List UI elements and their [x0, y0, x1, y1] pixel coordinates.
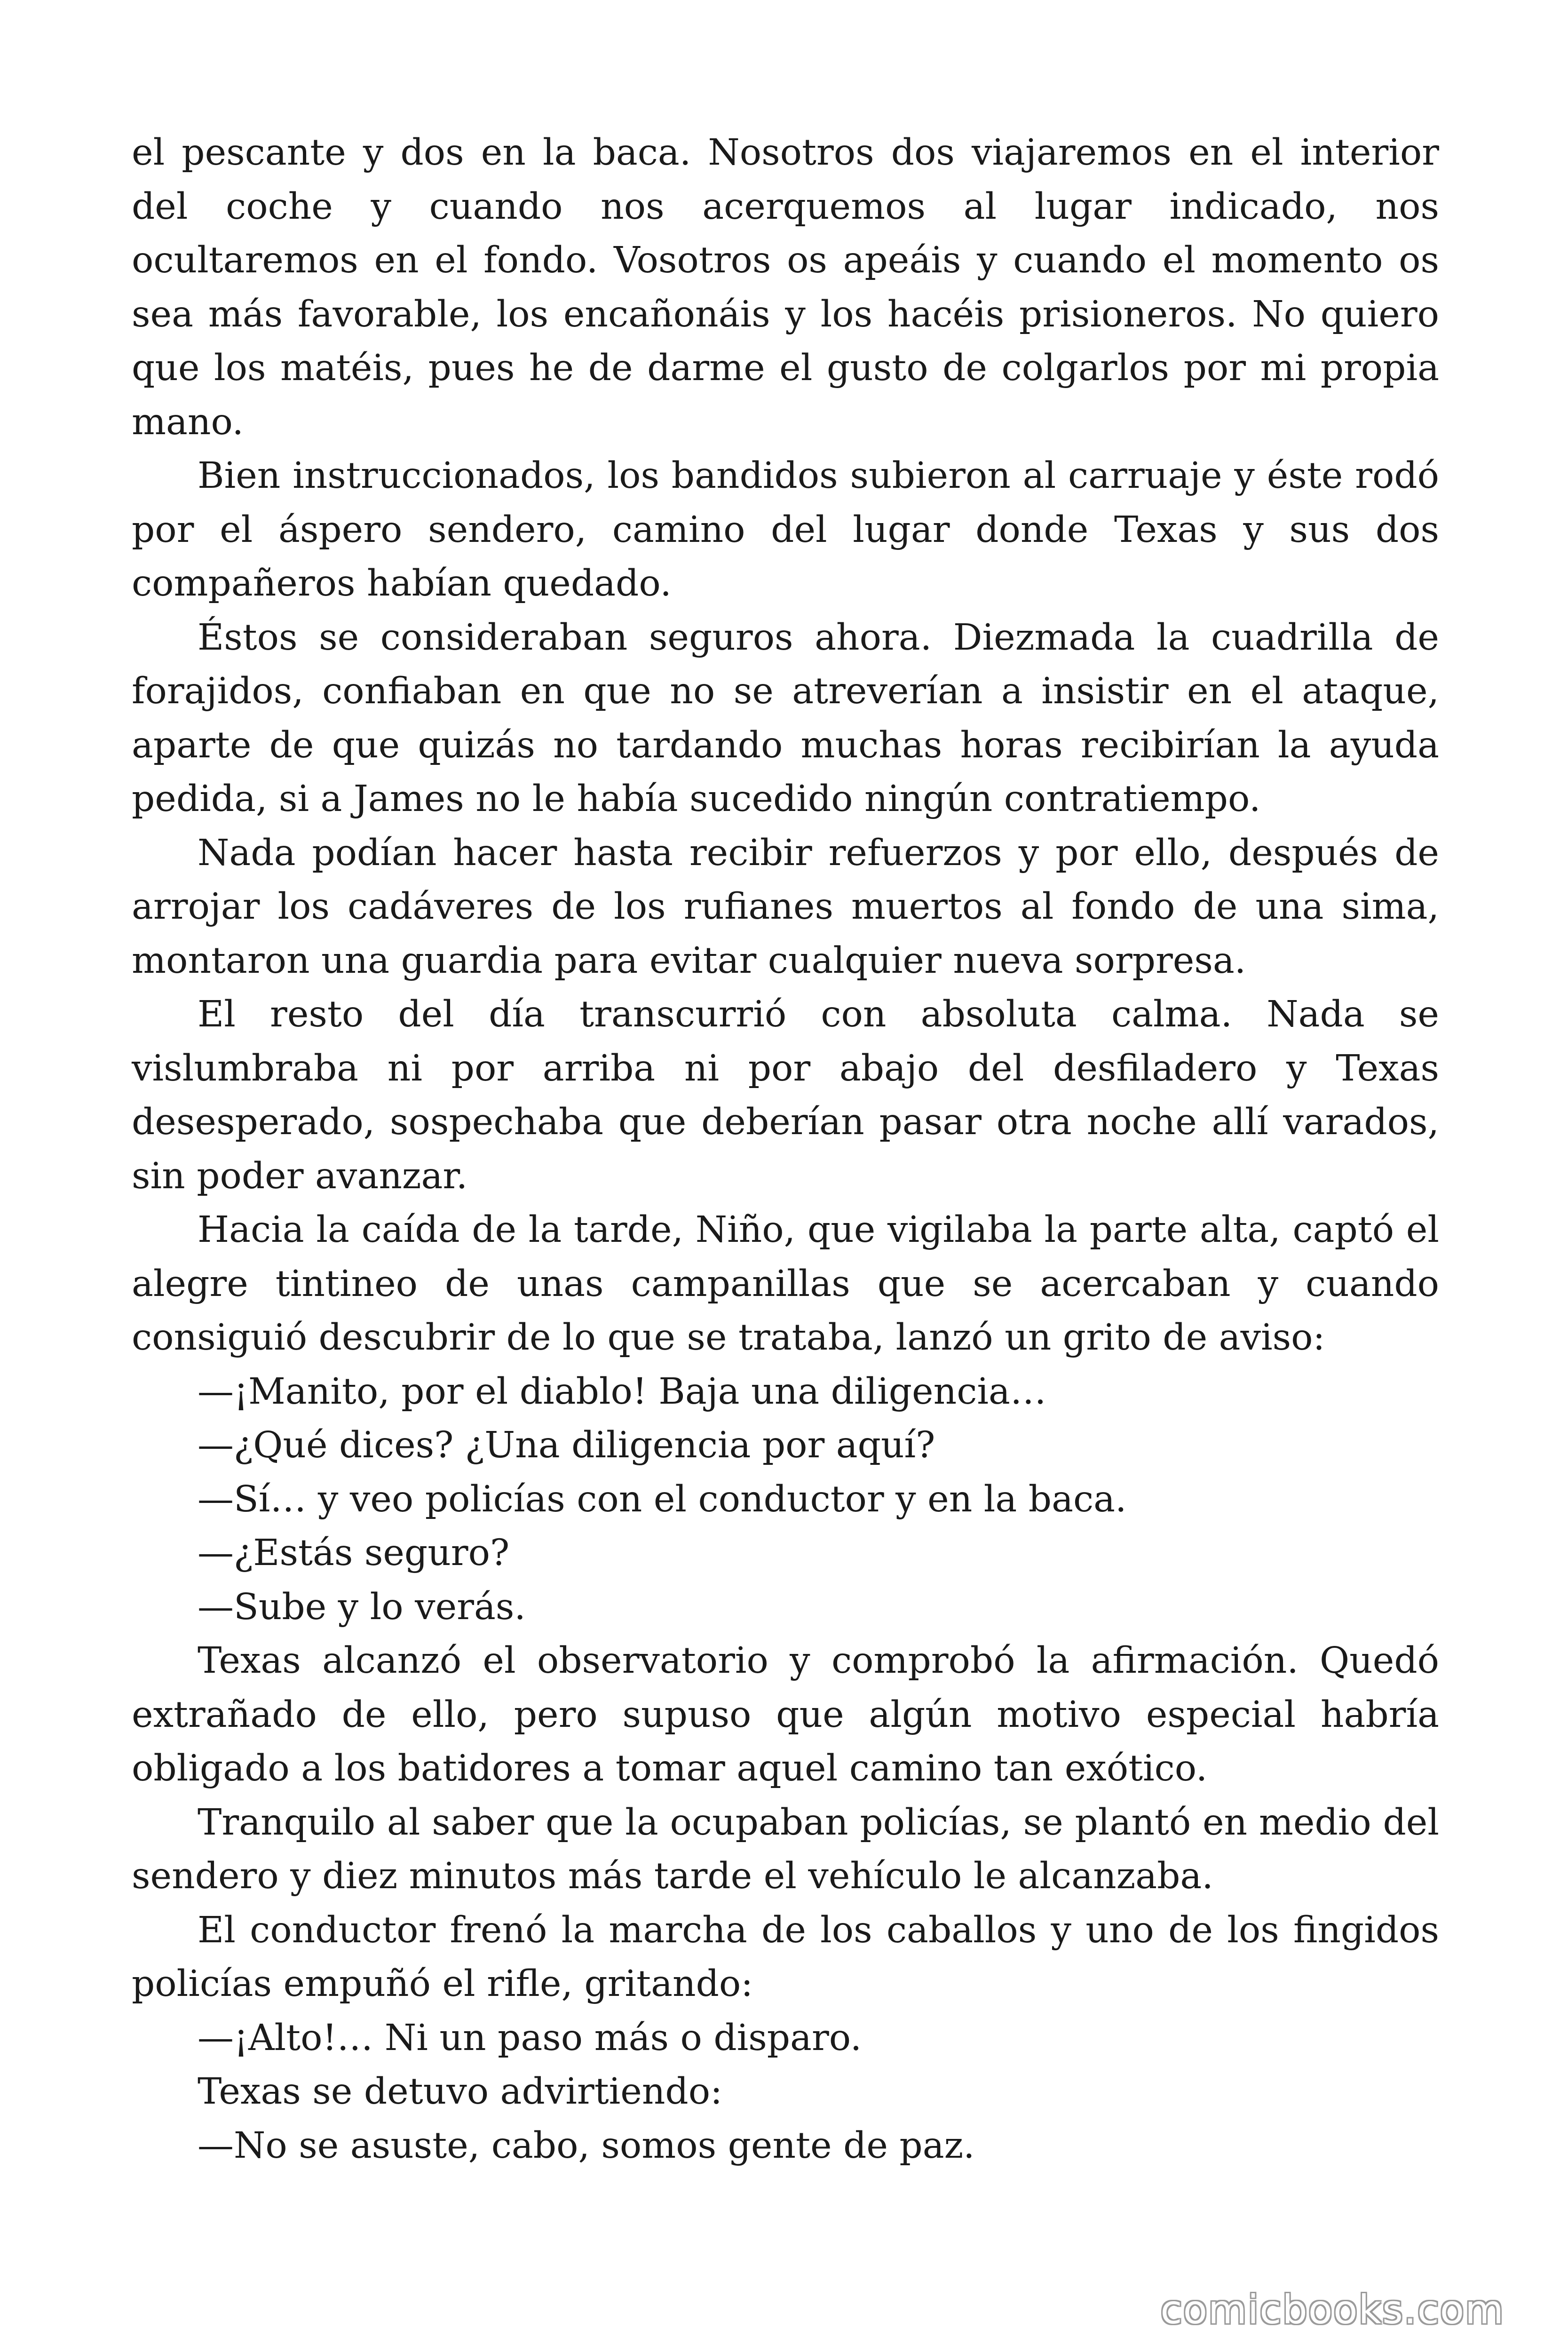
paragraph: Texas alcanzó el observatorio y comprobó la afirmación. Quedó extrañado de ello, pero supuso que algún motivo especial habría obligado a los batidores a tomar aquel camino tan exótico.	[132, 1640, 1439, 1789]
dialogue-line: —Sí… y veo policías con el conductor y en la baca.	[198, 1478, 1127, 1520]
body-text	[132, 126, 1439, 2173]
paragraph: Tranquilo al saber que la ocupaban policías, se plantó en medio del sendero y diez minutos más tarde el vehículo le alcanzaba.	[132, 1801, 1439, 1897]
dialogue-line: —¡Alto!… Ni un paso más o disparo.	[198, 2017, 862, 2059]
paragraph: Éstos se consideraban seguros ahora. Diezmada la cuadrilla de forajidos, confiaban en que no se atreverían a insistir en el ataque, aparte de que quizás no tardando muchas horas recibirían la ayuda pedida, si a James no le había sucedido ningún contratiempo.	[132, 616, 1439, 820]
paragraph: El conductor frenó la marcha de los caballos y uno de los fingidos policías empuñó el rifle, gritando:	[132, 1909, 1439, 2005]
watermark: comicbooks.com	[1160, 2287, 1505, 2333]
paragraph: el pescante y dos en la baca. Nosotros dos viajaremos en el interior del coche y cuando nos acerquemos al lugar indicado, nos ocultaremos en el fondo. Vosotros os apeáis y cuando el momento os sea más favorable, los encañonáis y los hacéis prisioneros. No quiero que los matéis, pues he de darme el gusto de colgarlos por mi propia mano.	[132, 132, 1439, 443]
paragraph: El resto del día transcurrió con absoluta calma. Nada se vislumbraba ni por arriba ni por abajo del desfiladero y Texas desesperado, sospechaba que deberían pasar otra noche allí varados, sin poder avanzar.	[132, 993, 1439, 1197]
dialogue-line: —¿Estás seguro?	[198, 1532, 510, 1574]
paragraph: Nada podían hacer hasta recibir refuerzos y por ello, después de arrojar los cadáveres de los rufianes muertos al fondo de una sima, montaron una guardia para evitar cualquier nueva sorpresa.	[132, 832, 1439, 982]
dialogue-line: —¡Manito, por el diablo! Baja una diligencia…	[198, 1370, 1046, 1413]
dialogue-line: —No se asuste, cabo, somos gente de paz.	[198, 2124, 975, 2167]
dialogue-line: —¿Qué dices? ¿Una diligencia por aquí?	[198, 1424, 935, 1466]
paragraph: Bien instruccionados, los bandidos subieron al carruaje y éste rodó por el áspero sendero, camino del lugar donde Texas y sus dos compañeros habían quedado.	[132, 455, 1439, 604]
paragraph: Texas se detuvo advirtiendo:	[198, 2071, 723, 2113]
dialogue-line: —Sube y lo verás.	[198, 1586, 526, 1628]
paragraph: Hacia la caída de la tarde, Niño, que vigilaba la parte alta, captó el alegre tintineo de unas campanillas que se acercaban y cuando consiguió descubrir de lo que se trataba, lanzó un grito de aviso:	[132, 1209, 1439, 1359]
